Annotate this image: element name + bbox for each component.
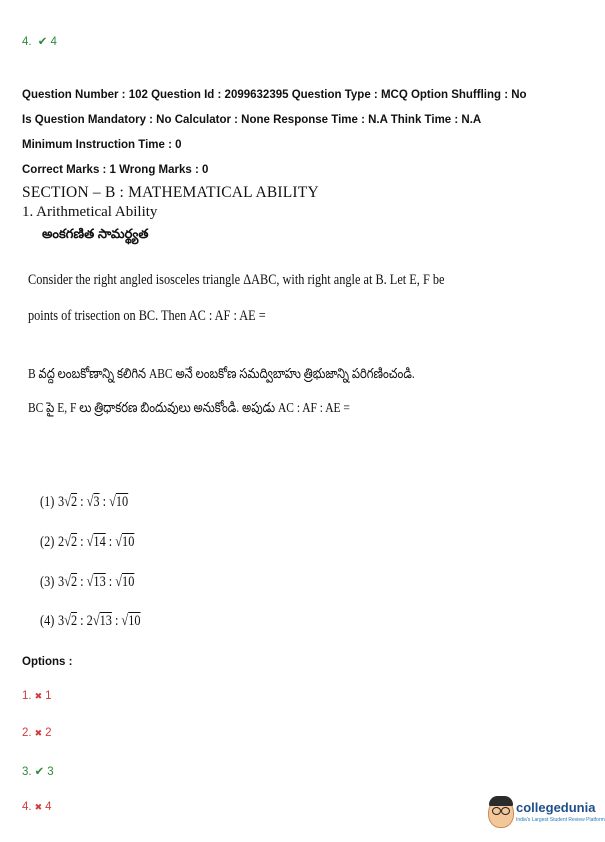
question-telugu-line-2: BC పై E, F లు త్రిధాకరణ బిందువులు అనుకోండి. అపుడు AC : AF : AE = xyxy=(28,401,350,416)
radical-sign: √ xyxy=(64,574,71,590)
subsection-title-telugu: అంకగణిత సామర్థ్యత xyxy=(42,226,149,241)
ratio-separator: : xyxy=(111,613,122,629)
option-number: 1. xyxy=(22,690,32,702)
radical-sign: √ xyxy=(115,534,123,550)
radical-sign: √ xyxy=(92,613,100,629)
radicand: 2 xyxy=(70,494,78,510)
option-item xyxy=(22,690,52,702)
radical-sign: √ xyxy=(64,534,71,550)
logo-tagline: India's Largest Student Review Platform xyxy=(516,817,605,823)
coefficient: 3 xyxy=(58,494,65,510)
radicand: 13 xyxy=(99,613,112,629)
question-telugu-line-1: B వద్ద లంబకోణాన్ని కలిగిన ABC అనే లంబకోణ సమద్విబాహు త్రిభుజాన్ని పరిగణించండి. xyxy=(28,367,415,382)
radical-sign: √ xyxy=(115,574,123,590)
radicand: 2 xyxy=(70,613,78,629)
option-number: 3. xyxy=(22,766,32,778)
cross-icon: ✖ xyxy=(34,802,43,812)
radicand: 3 xyxy=(93,494,100,510)
coefficient: 3 xyxy=(58,613,65,629)
answer-option-number: (3) xyxy=(40,574,55,590)
mascot-hair xyxy=(489,796,513,806)
radical-sign: √ xyxy=(86,574,94,590)
option-value: 1 xyxy=(45,690,52,702)
subsection-title: 1. Arithmetical Ability xyxy=(22,204,158,220)
radical-sign: √ xyxy=(109,494,116,510)
coefficient: 2 xyxy=(86,613,93,629)
option-number: 4. xyxy=(22,801,32,813)
check-icon: ✔ xyxy=(37,36,48,48)
mascot-glasses-left xyxy=(492,807,501,815)
previous-answer-value: 4 xyxy=(50,36,57,48)
option-number: 2. xyxy=(22,727,32,739)
coefficient: 3 xyxy=(58,574,65,590)
cross-icon: ✖ xyxy=(34,728,43,738)
question-english-line-1: Consider the right angled isosceles triangle ΔABC, with right angle at B. Let E, F be xyxy=(28,272,445,288)
question-english-line-2: points of trisection on BC. Then AC : AF : AE = xyxy=(28,308,266,324)
answer-option xyxy=(40,574,134,591)
radical-sign: √ xyxy=(64,613,71,629)
option-value: 2 xyxy=(45,727,52,739)
ratio-separator: : xyxy=(77,574,87,590)
question-meta-line-2: Is Question Mandatory : No Calculator : None Response Time : N.A Think Time : N.A xyxy=(22,114,482,126)
option-item xyxy=(22,801,52,813)
options-label: Options : xyxy=(22,656,73,668)
section-title: SECTION – B : MATHEMATICAL ABILITY xyxy=(22,184,319,201)
question-meta-line-1: Question Number : 102 Question Id : 2099632395 Question Type : MCQ Option Shuffling : No xyxy=(22,89,527,101)
previous-answer-number: 4. xyxy=(22,36,32,48)
mascot-glasses-right xyxy=(501,807,510,815)
answer-option-number: (4) xyxy=(40,613,55,629)
option-value: 3 xyxy=(47,766,54,778)
collegedunia-logo xyxy=(488,796,605,830)
answer-option xyxy=(40,494,128,511)
radicand: 14 xyxy=(93,534,106,550)
ratio-separator: : xyxy=(77,534,87,550)
ratio-separator: : xyxy=(77,494,87,510)
radicand: 10 xyxy=(115,494,129,510)
logo-wordmark: collegedunia xyxy=(516,800,596,815)
ratio-separator: : xyxy=(105,534,116,550)
answer-option xyxy=(40,534,134,551)
question-meta-line-4: Correct Marks : 1 Wrong Marks : 0 xyxy=(22,164,209,176)
option-item xyxy=(22,727,52,739)
radicand: 10 xyxy=(122,534,135,550)
answer-option-number: (2) xyxy=(40,534,55,550)
cross-icon: ✖ xyxy=(34,691,43,701)
ratio-separator: : xyxy=(77,613,87,629)
radicand: 10 xyxy=(128,613,141,629)
radicand: 2 xyxy=(70,534,78,550)
ratio-separator: : xyxy=(99,494,110,510)
coefficient: 2 xyxy=(58,534,65,550)
radical-sign: √ xyxy=(86,534,94,550)
radical-sign: √ xyxy=(121,613,129,629)
radicand: 10 xyxy=(122,574,135,590)
previous-answer xyxy=(22,34,57,48)
option-item xyxy=(22,764,54,778)
question-meta-line-3: Minimum Instruction Time : 0 xyxy=(22,139,182,151)
radicand: 2 xyxy=(70,574,78,590)
option-value: 4 xyxy=(45,801,52,813)
radical-sign: √ xyxy=(64,494,71,510)
ratio-separator: : xyxy=(105,574,116,590)
answer-option-number: (1) xyxy=(40,494,55,510)
check-icon: ✔ xyxy=(34,766,45,778)
answer-option xyxy=(40,613,140,630)
radicand: 13 xyxy=(93,574,106,590)
radical-sign: √ xyxy=(86,494,94,510)
